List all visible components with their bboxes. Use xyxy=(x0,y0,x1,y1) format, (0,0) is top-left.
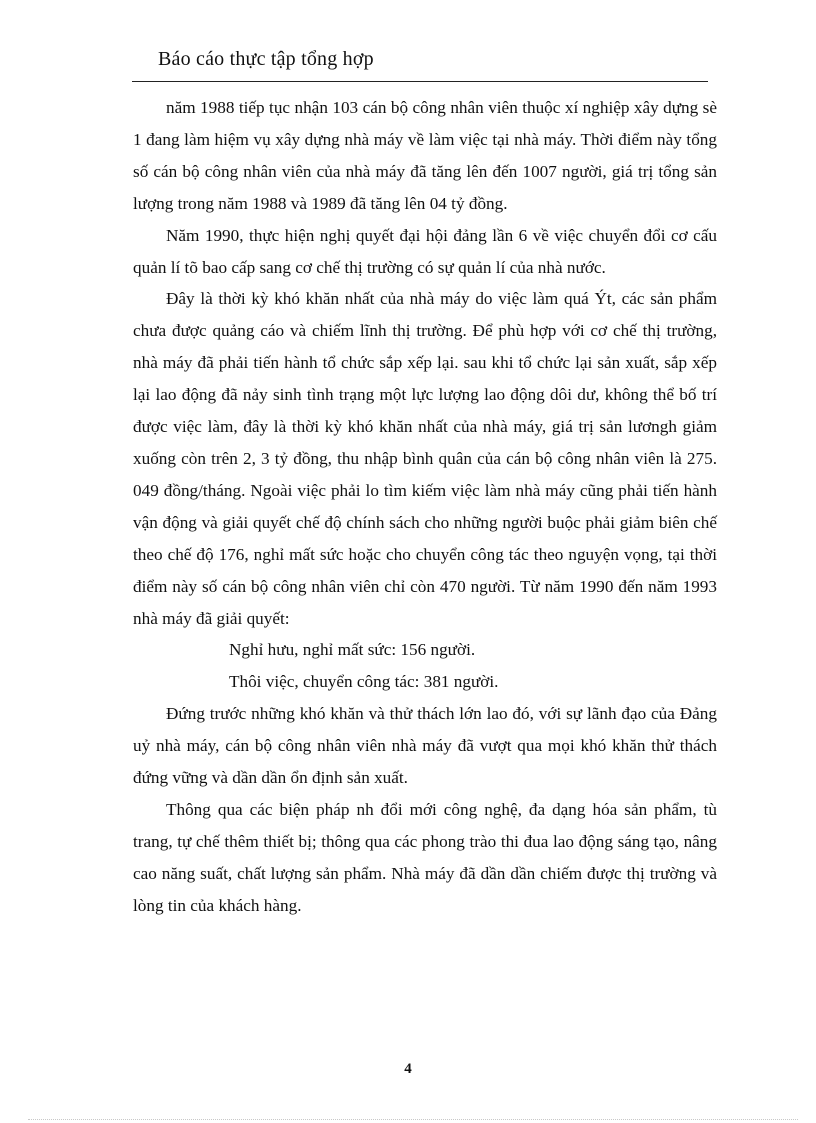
paragraph: năm 1988 tiếp tục nhận 103 cán bộ công nhân viên thuộc xí nghiệp xây dựng sè 1 đang làm hiệm vụ xây dựng nhà máy về làm việc tại nhà máy. Thời điểm này tổng số cán bộ công nhân viên của nhà máy đã tăng lên đến 1007 người, giá trị tổng sản lượng trong năm 1988 và 1989 đã tăng lên 04 tỷ đồng. xyxy=(133,98,717,213)
paragraph: Đây là thời kỳ khó khăn nhất của nhà máy do việc làm quá Ýt, các sản phẩm chưa được quảng cáo và chiếm lĩnh thị trường. Để phù hợp với cơ chế thị trường, nhà máy đã phải tiến hành tổ chức sắp xếp lại. sau khi tổ chức lại sản xuất, sắp xếp lại lao động đã nảy sinh tình trạng một lực lượng lao động dôi dư, không thể bố trí được việc làm, đây là thời kỳ khó khăn nhất của nhà máy, giá trị sản lươngh giảm xuống còn trên 2, 3 tỷ đồng, thu nhập bình quân của cán bộ công nhân viên là 275. 049 đồng/tháng. Ngoài việc phải lo tìm kiếm việc làm nhà máy cũng phải tiến hành vận động và giải quyết chế độ chính sách cho những người buộc phải giảm biên chế theo chế độ 176, nghỉ mất sức hoặc cho chuyển công tác theo nguyện vọng, tại thời điểm này số cán bộ công nhân viên chỉ còn 470 người. Từ năm 1990 đến năm 1993 nhà máy đã giải quyết: xyxy=(133,289,717,628)
header-divider xyxy=(132,81,708,82)
body-text xyxy=(133,92,717,922)
paragraph: Đứng trước những khó khăn và thử thách lớn lao đó, với sự lãnh đạo của Đảng uỷ nhà máy, cán bộ công nhân viên nhà máy đã vượt qua mọi khó khăn thử thách đứng vững và dần dần ổn định sản xuất. xyxy=(133,704,717,788)
list-item: Nghỉ hưu, nghỉ mất sức: 156 người. xyxy=(229,640,476,660)
paragraph: Năm 1990, thực hiện nghị quyết đại hội đảng lần 6 về việc chuyển đổi cơ cấu quản lí tõ bao cấp sang cơ chế thị trường có sự quản lí của nhà nước. xyxy=(133,225,717,277)
bottom-dotted-line xyxy=(28,1119,798,1120)
list-item: Thôi việc, chuyển công tác: 381 người. xyxy=(229,672,499,692)
paragraph: Thông qua các biện pháp nh đổi mới công nghệ, đa dạng hóa sản phẩm, tù trang, tự chế thêm thiết bị; thông qua các phong trào thi đua lao động sáng tạo, nâng cao năng suất, chất lượng sản phẩm. Nhà máy đã dần dần chiếm được thị trường và lòng tin của khách hàng. xyxy=(133,799,717,915)
running-header: Báo cáo thực tập tổng hợp xyxy=(158,48,374,70)
page-number: 4 xyxy=(404,1061,412,1077)
